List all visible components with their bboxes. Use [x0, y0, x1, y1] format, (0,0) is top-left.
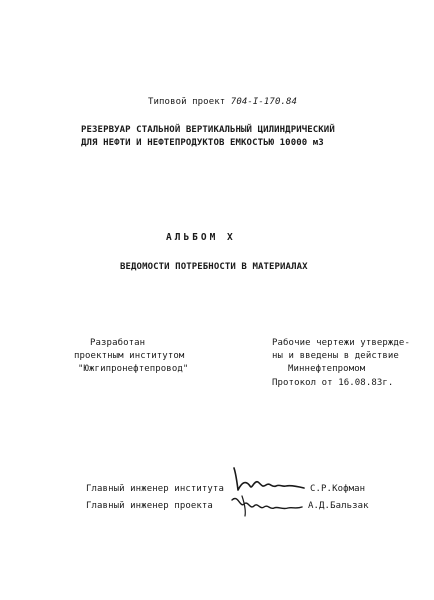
- album-subtitle: ВЕДОМОСТИ ПОТРЕБНОСТИ В МАТЕРИАЛАХ: [120, 262, 308, 272]
- developer-line-1: Разработан: [90, 338, 146, 348]
- project-label: Типовой проект: [148, 97, 226, 107]
- document-title-line-1: РЕЗЕРВУАР СТАЛЬНОЙ ВЕРТИКАЛЬНЫЙ ЦИЛИНДРИЧЕСКИЙ: [81, 125, 335, 135]
- approval-line-4: Протокол от 16.08.83г.: [272, 378, 394, 388]
- signature-role-1: Главный инженер института: [86, 484, 224, 494]
- document-title-line-2: ДЛЯ НЕФТИ И НЕФТЕПРОДУКТОВ ЕМКОСТЬЮ 10000 м3: [81, 138, 324, 148]
- signature-name-2: А.Д.Бальзак: [308, 501, 369, 511]
- signature-role-2: Главный инженер проекта: [86, 501, 213, 511]
- project-number-line: [148, 97, 297, 108]
- album-label: АЛЬБОМ X: [166, 232, 236, 243]
- handwritten-signature: [226, 460, 310, 522]
- project-number: 704-I-170.84: [230, 97, 298, 107]
- developer-line-2: проектным институтом: [74, 351, 185, 361]
- signature-name-1: С.Р.Кофман: [310, 484, 366, 494]
- approval-line-3: Миннефтепромом: [288, 364, 366, 374]
- developer-line-3: "Южгипронефтепровод": [78, 364, 189, 374]
- approval-line-2: ны и введены в действие: [272, 351, 399, 361]
- approval-line-1: Рабочие чертежи утвержде-: [272, 338, 410, 348]
